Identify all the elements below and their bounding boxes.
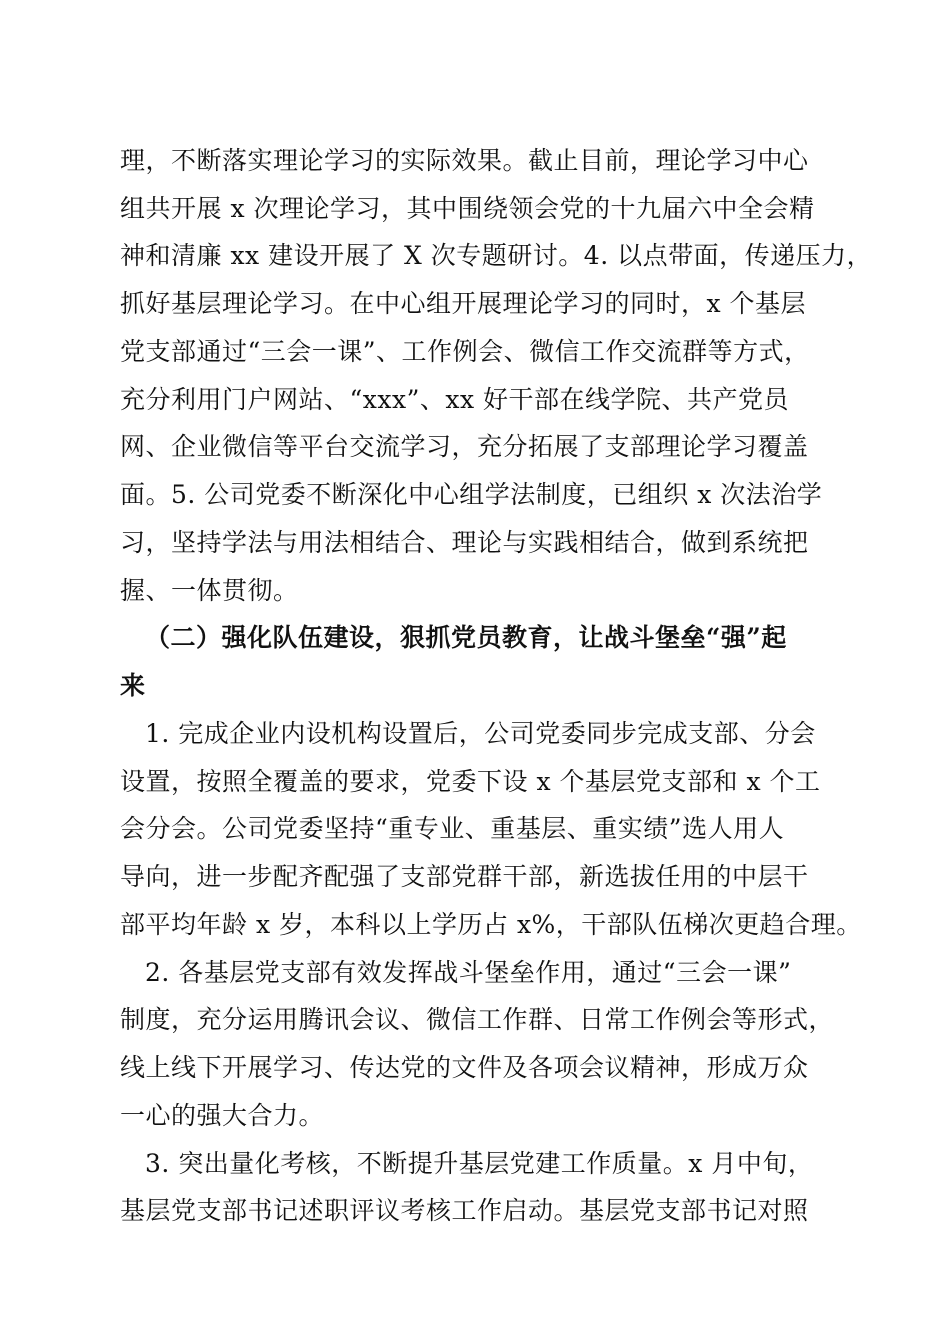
paragraph-line: 抓好基层理论学习。在中心组开展理论学习的同时，x 个基层 xyxy=(120,289,807,318)
paragraph-line: 部平均年龄 x 岁，本科以上学历占 x%，干部队伍梯次更趋合理。 xyxy=(120,910,862,939)
paragraph-line: 制度，充分运用腾讯会议、微信工作群、日常工作例会等形式， xyxy=(120,1005,835,1034)
paragraph-line: 一心的强大合力。 xyxy=(120,1101,325,1130)
paragraph-line: 充分利用门户网站、“xxx”、xx 好干部在线学院、共产党员 xyxy=(120,385,790,414)
paragraph-line: 网、企业微信等平台交流学习，充分拓展了支部理论学习覆盖 xyxy=(120,432,809,461)
paragraph-line: 党支部通过“三会一课”、工作例会、微信工作交流群等方式， xyxy=(120,337,810,366)
paragraph-line: 线上线下开展学习、传达党的文件及各项会议精神，形成万众 xyxy=(120,1053,809,1082)
paragraph-line: 面。5. 公司党委不断深化中心组学法制度，已组织 x 次法治学 xyxy=(120,480,823,509)
paragraph-line: 组共开展 x 次理论学习，其中围绕领会党的十九届六中全会精 xyxy=(120,194,815,223)
paragraph-line: 习，坚持学法与用法相结合、理论与实践相结合，做到系统把 xyxy=(120,528,809,557)
paragraph-line: 会分会。公司党委坚持“重专业、重基层、重实绩”选人用人 xyxy=(120,814,785,843)
paragraph-line: 设置，按照全覆盖的要求，党委下设 x 个基层党支部和 x 个工 xyxy=(120,767,821,796)
paragraph-line: 2. 各基层党支部有效发挥战斗堡垒作用，通过“三会一课” xyxy=(145,958,792,987)
paragraph-line: 1. 完成企业内设机构设置后，公司党委同步完成支部、分会 xyxy=(145,719,816,748)
section-heading-continued: 来 xyxy=(120,671,146,700)
paragraph-line: 握、一体贯彻。 xyxy=(120,576,299,605)
section-heading: （二）强化队伍建设，狠抓党员教育，让战斗堡垒“强”起 xyxy=(145,623,787,652)
paragraph-line: 理，不断落实理论学习的实际效果。截止目前，理论学习中心 xyxy=(120,146,809,175)
paragraph-line: 神和清廉 xx 建设开展了 X 次专题研讨。4. 以点带面，传递压力， xyxy=(120,241,873,270)
paragraph-line: 基层党支部书记述职评议考核工作启动。基层党支部书记对照 xyxy=(120,1196,809,1225)
paragraph-line: 3. 突出量化考核，不断提升基层党建工作质量。x 月中旬， xyxy=(145,1149,814,1178)
paragraph-line: 导向，进一步配齐配强了支部党群干部，新选拔任用的中层干 xyxy=(120,862,809,891)
